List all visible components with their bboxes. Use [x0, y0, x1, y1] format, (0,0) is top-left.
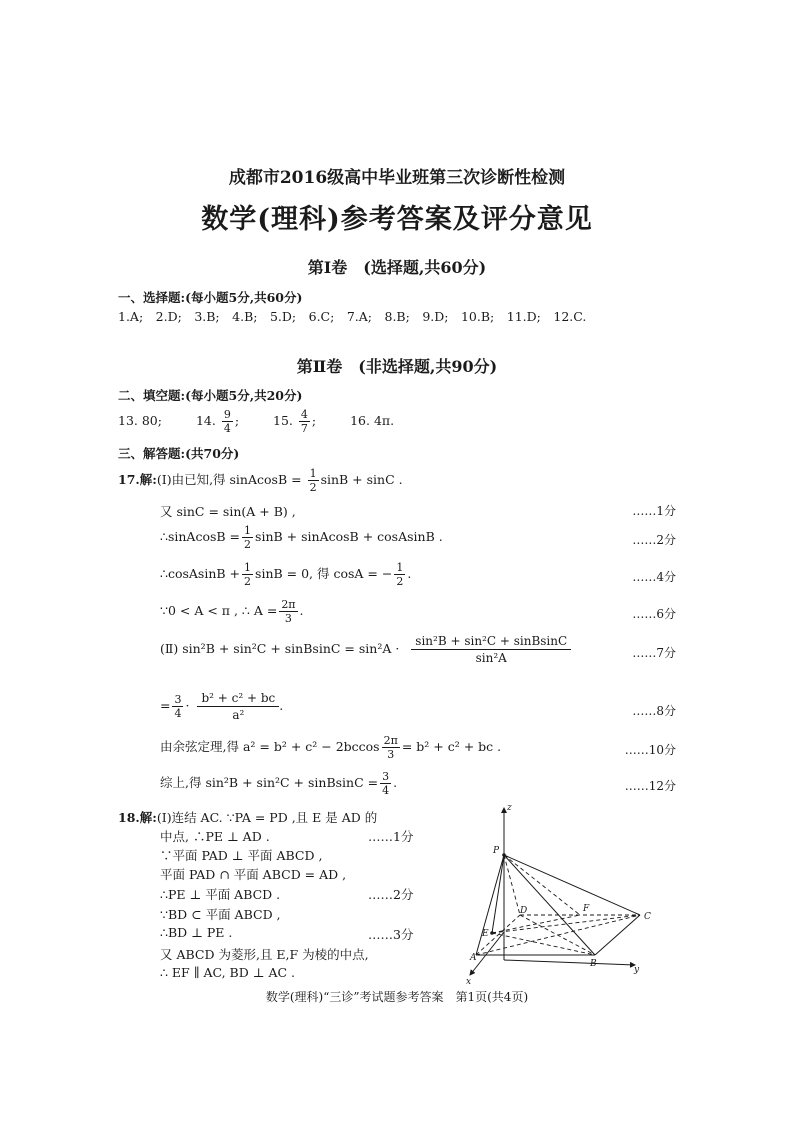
label-c: C — [644, 912, 651, 922]
label-x: x — [466, 977, 472, 987]
choice-section-heading: 一、选择题:(每小题5分,共60分) — [118, 290, 303, 305]
answer-13: 13. 80; — [118, 413, 162, 428]
q18-line-6: ∵BD ⊂ 平面 ABCD , — [160, 907, 281, 922]
q18-line-5: ∴PE ⊥ 平面 ABCD . — [160, 887, 281, 902]
fill-answers: 13. 80; 14. $\frac{9}{4}$ ; 15. $\frac{4}{7}$ ; 16. 4π. — [118, 408, 395, 435]
solve-section-heading: 三、解答题:(共70分) — [118, 446, 240, 461]
q17-score-4: ……4分 — [632, 570, 676, 584]
vol1-heading: 第Ⅰ卷 (选择题,共60分) — [307, 258, 487, 277]
q17-label: 17.解: — [118, 472, 157, 487]
label-a: A — [470, 953, 477, 963]
q17-line-3: ∴sinAcosB = $\frac{1}{2}$ sinB + sinAcosB + cosAsinB . — [160, 524, 443, 551]
q17-score-6: ……6分 — [632, 607, 676, 621]
q17-line-9: 综上,得 sin²B + sin²C + sinBsinC = $\frac{3}{4}$ . — [160, 770, 398, 797]
document-title: 数学(理科)参考答案及评分意见 — [201, 204, 593, 235]
choice-answers: 1.A; 2.D; 3.B; 4.B; 5.D; 6.C; 7.A; 8.B; 9.D; 10.B; 11.D; 12.C. — [118, 309, 587, 324]
q17-line-2: 又 sinC = sin(A + B) , — [160, 504, 296, 519]
fill-section-heading: 二、填空题:(每小题5分,共20分) — [118, 388, 303, 403]
edge-ec-hidden — [492, 915, 640, 933]
q18-line-2: 中点, ∴PE ⊥ AD . — [160, 829, 270, 844]
document-subtitle: 成都市2016级高中毕业班第三次诊断性检测 — [228, 168, 566, 188]
label-b: B — [590, 959, 597, 969]
edge-pf-hidden — [504, 855, 580, 915]
q17-score-12: ……12分 — [624, 779, 676, 793]
q18-line-9: ∴ EF ∥ AC, BD ⊥ AC . — [160, 965, 295, 980]
answer-16: 16. 4π. — [350, 413, 395, 428]
q17-score-2: ……2分 — [632, 533, 676, 547]
q17-score-8: ……8分 — [632, 704, 676, 718]
label-d: D — [520, 906, 528, 916]
q17-line-7: = $\frac{3}{4}$ · $\frac{\text{b² + c² + bc}}{\text{a²}}$ . — [160, 691, 284, 722]
label-p: P — [493, 846, 500, 856]
q17-line-1: 17.解:(Ⅰ)由已知,得 sinAcosB = $\frac{1}{2}$ sinB + sinC . — [118, 467, 403, 494]
q18-score-1: ……1分 — [368, 829, 414, 844]
q18-score-3: ……3分 — [368, 927, 414, 942]
answer-15-fraction: $\frac{4}{7}$ — [300, 408, 308, 435]
q17-line-6: (Ⅱ) sin²B + sin²C + sinBsinC = sin²A · $\frac{\text{sin²B + sin²C + sinBsinC}}{\text{sin²A}}$ — [160, 633, 571, 666]
point-p — [502, 853, 506, 857]
q17-line-5: ∵0 < A < π , ∴ A = $\frac{2\pi}{3}$ . — [160, 598, 304, 625]
edge-eb-hidden — [492, 933, 595, 955]
q18-line-4: 平面 PAD ∩ 平面 ABCD = AD , — [160, 867, 347, 882]
edge-bc — [595, 915, 640, 955]
answer-14-fraction: $\frac{9}{4}$ — [223, 408, 231, 435]
q18-line-3: ∵平面 PAD ⊥ 平面 ABCD , — [160, 848, 323, 863]
q17-score-10: ……10分 — [624, 743, 676, 757]
label-f: F — [583, 904, 590, 914]
pyramid-figure — [440, 800, 660, 990]
label-e: E — [482, 929, 489, 939]
point-e — [490, 931, 494, 935]
q18-line-7: ∴BD ⊥ PE . — [160, 925, 233, 940]
y-axis-line — [504, 960, 635, 965]
q17-score-7: ……7分 — [632, 646, 676, 660]
label-y: y — [634, 965, 640, 975]
q18-score-2: ……2分 — [368, 887, 414, 902]
vol2-heading: 第Ⅱ卷 (非选择题,共90分) — [296, 357, 498, 376]
edge-pa — [476, 855, 504, 955]
label-z: z — [507, 803, 512, 813]
answer-15-label: 15. — [273, 413, 293, 428]
q17-line-4: ∴cosAsinB + $\frac{1}{2}$ sinB = 0, 得 cosA = − $\frac{1}{2}$ . — [160, 561, 412, 588]
q18-label: 18.解: — [118, 810, 157, 825]
q17-line-8: 由余弦定理,得 a² = b² + c² − 2bccos $\frac{2\pi}{3}$ = b² + c² + bc . — [160, 734, 502, 761]
edge-bd-hidden — [520, 915, 595, 955]
answer-14-label: 14. — [195, 413, 216, 428]
q18-line-1: 18.解:(Ⅰ)连结 AC. ∵PA = PD ,且 E 是 AD 的 — [118, 810, 378, 825]
edge-pe — [492, 855, 504, 933]
q18-line-8: 又 ABCD 为菱形,且 E,F 为棱的中点, — [160, 947, 369, 962]
q17-score-1: ……1分 — [632, 504, 676, 518]
page-footer: 数学(理科)“三诊”考试题参考答案 第1页(共4页) — [265, 990, 529, 1004]
